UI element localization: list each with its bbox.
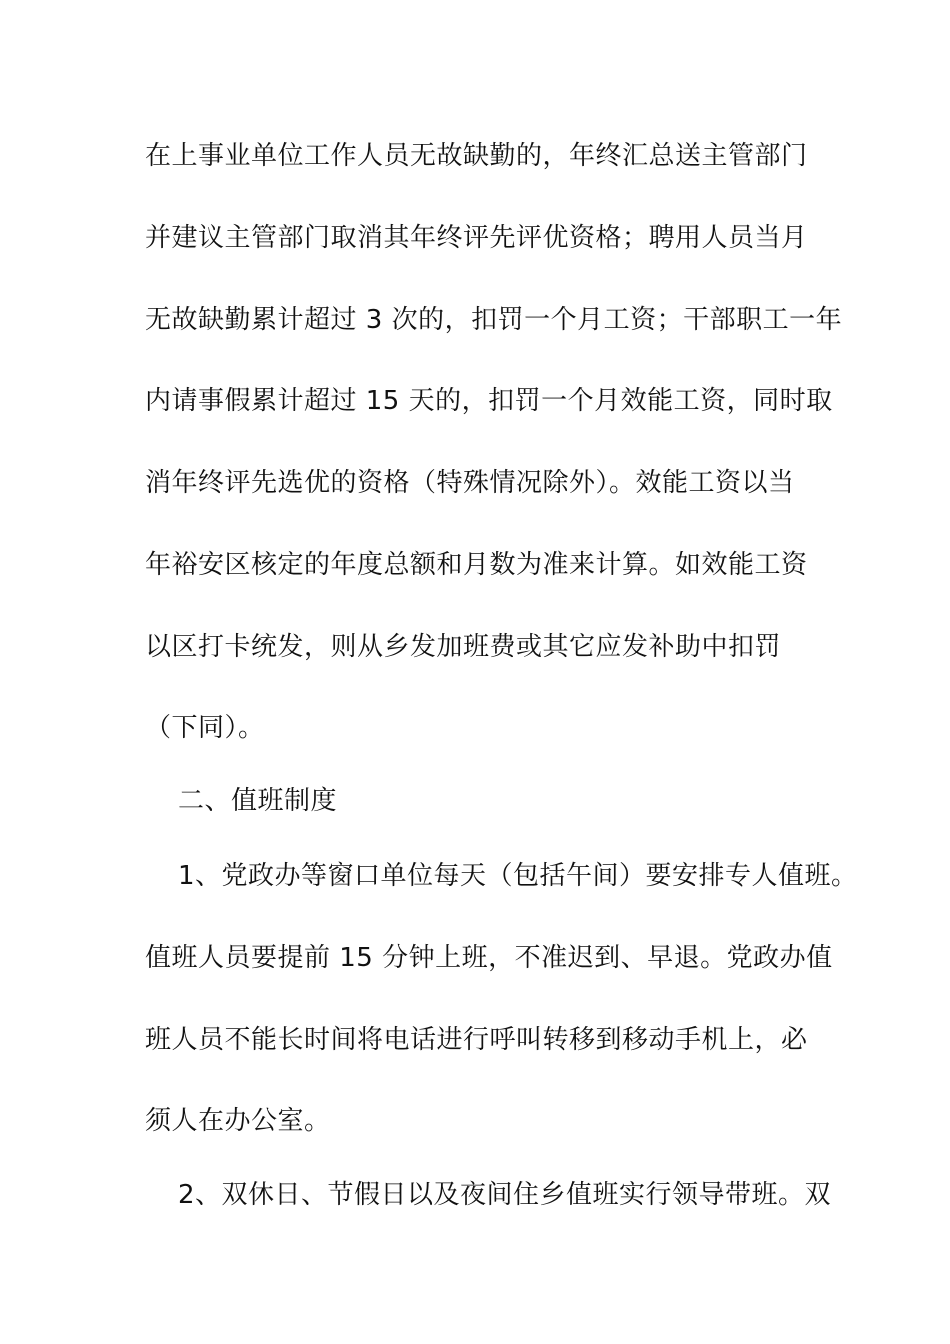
- paragraph-line: 在上事业单位工作人员无故缺勤的，年终汇总送主管部门: [145, 141, 808, 171]
- section-heading: 二、值班制度: [178, 786, 338, 816]
- paragraph-line: 班人员不能长时间将电话进行呼叫转移到移动手机上，必: [145, 1025, 808, 1055]
- paragraph-line: （下同）。: [145, 713, 265, 743]
- paragraph-line: 无故缺勤累计超过 3 次的，扣罚一个月工资；干部职工一年: [145, 305, 843, 335]
- paragraph-line: 值班人员要提前 15 分钟上班，不准迟到、早退。党政办值: [145, 943, 833, 973]
- paragraph-line: 并建议主管部门取消其年终评先评优资格；聘用人员当月: [145, 223, 808, 253]
- paragraph-line: 以区打卡统发，则从乡发加班费或其它应发补助中扣罚: [145, 632, 782, 662]
- paragraph-line: 2、双休日、节假日以及夜间住乡值班实行领导带班。双: [178, 1180, 832, 1210]
- paragraph-line: 消年终评先选优的资格（特殊情况除外）。效能工资以当: [145, 468, 795, 498]
- paragraph-line: 须人在办公室。: [145, 1106, 331, 1136]
- paragraph-line: 1、党政办等窗口单位每天（包括午间）要安排专人值班。: [178, 861, 858, 891]
- paragraph-line: 年裕安区核定的年度总额和月数为准来计算。如效能工资: [145, 550, 808, 580]
- paragraph-line: 内请事假累计超过 15 天的，扣罚一个月效能工资，同时取: [145, 386, 833, 416]
